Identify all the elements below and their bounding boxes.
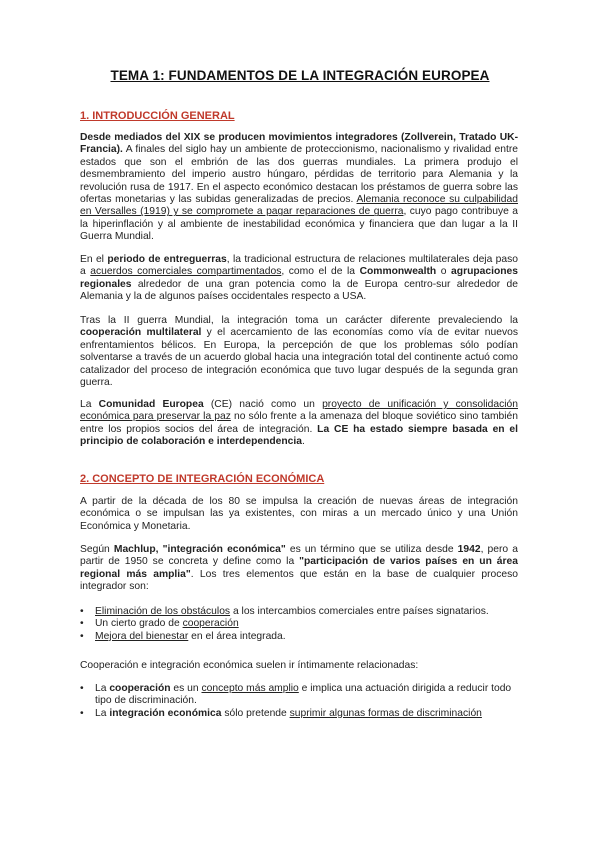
bullet-icon: • [80,683,84,694]
text-run: e implica una actuación dirigida a reducir todo tipo de discriminación. [95,683,512,707]
text-run: Un cierto grado de [95,618,183,630]
text-run: es un [170,683,202,694]
text-run: , cuyo pago contribuye a la hiperinflación y al ambiente de inestabilidad económica y financiera que dan lugar a la II Guerra Mundial. [80,206,518,243]
bold-text: periodo de entreguerras [107,254,227,265]
text-run: , como el de la [281,266,360,278]
list-item [80,606,520,618]
text-run: La [95,683,110,694]
text-run: La [95,707,110,719]
text-run: A partir de la década de los 80 se impulsa la creación de nuevas áreas de integración económica o se impulsan las ya existentes, con miras a un mercado único y una Unión Económica y Monetaria. [80,496,518,532]
bold-text: La CE ha estado siempre basada en el principio de colaboración e interdependencia [80,423,518,448]
underlined-text: acuerdos comerciales compartimentados [90,266,282,278]
text-run: , la tradicional estructura de relaciones multilaterales deja paso a [80,254,518,278]
page-title: TEMA 1: FUNDAMENTOS DE LA INTEGRACIÓN EUROPEA [110,68,490,83]
text-run: no sólo frente a la amenaza del bloque soviético sino también entre los propios socios del área de integración. [80,411,518,435]
text-run: , pero a partir de 1950 se concreta y define como la [80,544,518,568]
paragraph [80,254,518,304]
text-run: a los intercambios comerciales entre países signatarios. [230,606,489,617]
text-run: En el [80,254,108,265]
paragraph-lead: Cooperación e integración económica suelen ir íntimamente relacionadas: [80,660,419,671]
text-run: o [436,266,452,278]
paragraph [80,544,518,594]
bold-text: "participación de varios países en un área regional más amplia" [80,556,518,580]
section-heading-introduccion: 1. INTRODUCCIÓN GENERAL [80,110,235,122]
list-item [80,631,520,643]
bullet-list-cooperation [80,683,520,720]
underlined-text: proyecto de unificación y consolidación económica para preservar la paz [80,399,519,423]
paragraph [80,132,518,244]
text-run: en el área integrada. [188,630,286,642]
bold-text: Commonwealth [359,266,437,278]
text-run: (CE) nació como un [203,399,323,410]
bullet-list-elements [80,606,520,643]
text-run: sólo pretende [221,707,290,719]
text-run: La [80,399,99,410]
underlined-text: Mejora del bienestar [95,630,189,642]
text-run: alrededor de una gran potencia como la de Europa centro-sur alrededor de Alemania y la de algunos países occidentales respecto a USA. [80,278,518,303]
section-heading-concepto: 2. CONCEPTO DE INTEGRACIÓN ECONÓMICA [80,473,325,485]
bullet-icon: • [80,630,84,642]
underlined-text: Eliminación de los obstáculos [95,606,231,617]
text-run: y el acercamiento de las economías como vía de evitar nuevos enfrentamientos bélicos. En Europa, la percepción de que los problemas sólo podían solventarse a través de un acuerdo global hacia una integración total del continente actuó como catalizador del proceso de integración económica que tuvo lugar después de la segunda gran guerra. [80,327,518,389]
bold-text: integración económica [109,707,222,719]
list-item [80,618,520,630]
bold-text: Machlup, "integración económica" [113,544,286,555]
bullet-icon: • [80,707,84,719]
text-run: Tras la II guerra Mundial, la integración toma un carácter diferente prevaleciendo la [80,315,518,326]
paragraph [80,399,518,449]
paragraph [80,315,518,389]
paragraph [80,496,518,533]
bold-text: 1942 [457,544,481,555]
bold-text: cooperación multilateral [80,327,202,339]
list-item [80,708,520,720]
underlined-text: Alemania reconoce su culpabilidad en Versalles (1919) y se compromete a pagar reparaciones de guerra [80,194,518,218]
underlined-text: cooperación [182,618,239,630]
text-run: es un término que se utiliza desde [285,544,458,555]
bullet-icon: • [80,618,84,630]
bullet-icon: • [80,606,84,617]
text-run: . Los tres elementos que están en la base de cualquier proceso integrador son: [80,568,519,593]
text-run: A finales del siglo hay un ambiente de proteccionismo, nacionalismo y rivalidad entre estados que son el embrión de las dos guerras mundiales. La primera produjo el desmembramiento del imperio austro húngaro, pérdidas de territorio para Alemania y la revolución rusa de 1917. En el aspecto económico destacan los préstamos de guerra sobre las ofertas monetarias y las subidas generalizadas de precios. [80,144,518,206]
underlined-text: suprimir algunas formas de discriminación [289,707,482,719]
bold-text: cooperación [109,683,171,694]
underlined-text: concepto más amplio [201,683,299,694]
bold-text: agrupaciones regionales [80,266,518,290]
bold-text: Comunidad Europea [98,399,204,410]
bold-text: Desde mediados del XIX se producen movimientos integradores (Zollverein, Tratado UK-Francia). [80,132,518,156]
text-run: . [302,436,305,448]
text-run: Según [80,544,114,555]
list-item [80,683,520,708]
